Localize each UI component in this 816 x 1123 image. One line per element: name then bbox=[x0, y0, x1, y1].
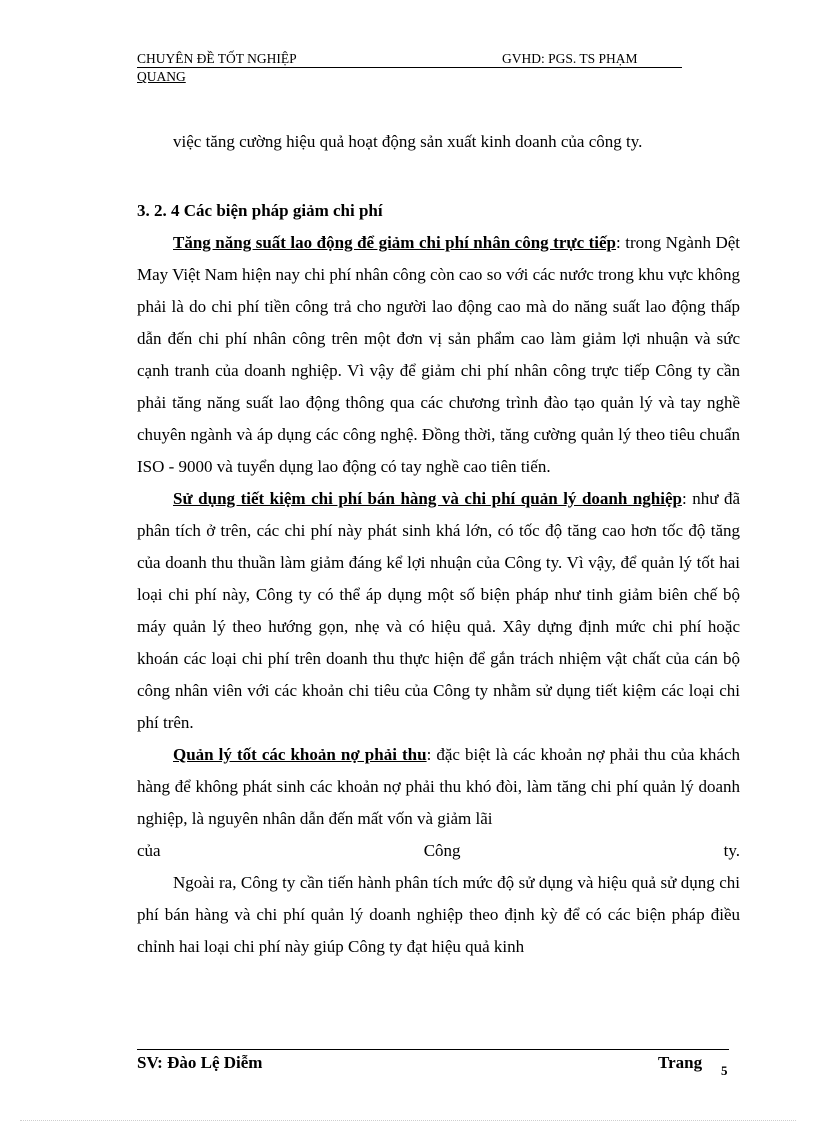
paragraph-expenses-lead: Sử dụng tiết kiệm chi phí bán hàng và chi phí quản lý doanh nghiệp bbox=[173, 489, 682, 508]
footer-student: SV: Đào Lệ Diễm bbox=[137, 1053, 263, 1072]
body-text bbox=[137, 126, 740, 963]
paragraph-receivables-text: : đặc biệt là các khoản nợ phải thu của khách hàng để không phát sinh các khoản nợ phải thu khó đòi, làm tăng chi phí quản lý doanh nghiệp, là nguyên nhân dẫn đến mất vốn và giảm lãi bbox=[137, 745, 741, 828]
page-edge-divider bbox=[20, 1120, 796, 1121]
paragraph-receivables-last-line bbox=[137, 835, 740, 867]
footer-page-label: Trang bbox=[658, 1053, 703, 1072]
paragraph-labor-lead: Tăng năng suất lao động để giảm chi phí nhân công trực tiếp bbox=[173, 233, 617, 252]
word: Công bbox=[423, 841, 461, 860]
paragraph-receivables-lead: Quản lý tốt các khoản nợ phải thu bbox=[173, 745, 427, 764]
paragraph-labor bbox=[137, 227, 740, 483]
section-heading: 3. 2. 4 Các biện pháp giảm chi phí bbox=[137, 201, 383, 220]
header-title: CHUYÊN ĐỀ TỐT NGHIỆP bbox=[137, 50, 502, 68]
paragraph-expenses bbox=[137, 483, 740, 739]
paragraph-expenses-text: : như đã phân tích ở trên, các chi phí này phát sinh khá lớn, có tốc độ tăng cao hơn tốc độ tăng của doanh thu thuần làm giảm đáng kể lợi nhuận của Công ty. Vì vậy, để quản lý tốt hai loại chi phí này, Công ty có thể áp dụng một số biện pháp như tinh giảm biên chế bộ máy quản lý theo hướng gọn, nhẹ và có hiệu quả. Xây dựng định mức chi phí hoặc khoán các loại chi phí trên doanh thu thực hiện để gắn trách nhiệm vật chất của cán bộ công nhân viên với các khoản chi tiêu của Công ty nhằm sử dụng tiết kiệm các loại chi phí trên. bbox=[137, 489, 741, 732]
word: ty. bbox=[723, 841, 740, 860]
page-header bbox=[137, 50, 682, 85]
paragraph-additional: Ngoài ra, Công ty cần tiến hành phân tích mức độ sử dụng và hiệu quả sử dụng chi phí bán hàng và chi phí quản lý doanh nghiệp theo định kỳ để có các biện pháp điều chỉnh hai loại chi phí này giúp Công ty đạt hiệu quả kinh bbox=[137, 873, 740, 956]
header-advisor: GVHD: PGS. TS PHẠM bbox=[502, 50, 682, 68]
paragraph-receivables bbox=[137, 739, 740, 835]
paragraph-intro: việc tăng cường hiệu quả hoạt động sản xuất kinh doanh của công ty. bbox=[173, 132, 643, 151]
paragraph-labor-text: : trong Ngành Dệt May Việt Nam hiện nay chi phí nhân công còn cao so với các nước trong khu vực không phải là do chi phí tiền công trả cho người lao động cao mà do năng suất lao động thấp dẫn đến chi phí nhân công trên một đơn vị sản phẩm cao làm giảm lợi nhuận và sức cạnh tranh của doanh nghiệp. Vì vậy để giảm chi phí nhân công trực tiếp Công ty cần phải tăng năng suất lao động thông qua các chương trình đào tạo quản lý và tay nghề chuyên ngành và áp dụng các công nghệ. Đồng thời, tăng cường quản lý theo tiêu chuẩn ISO - 9000 và tuyển dụng lao động có tay nghề cao tiên tiến. bbox=[137, 233, 740, 476]
word: của bbox=[137, 841, 161, 860]
header-advisor-continued: QUANG bbox=[137, 69, 186, 84]
footer-divider bbox=[137, 1049, 729, 1050]
footer-page-number: 5 bbox=[721, 1063, 728, 1078]
